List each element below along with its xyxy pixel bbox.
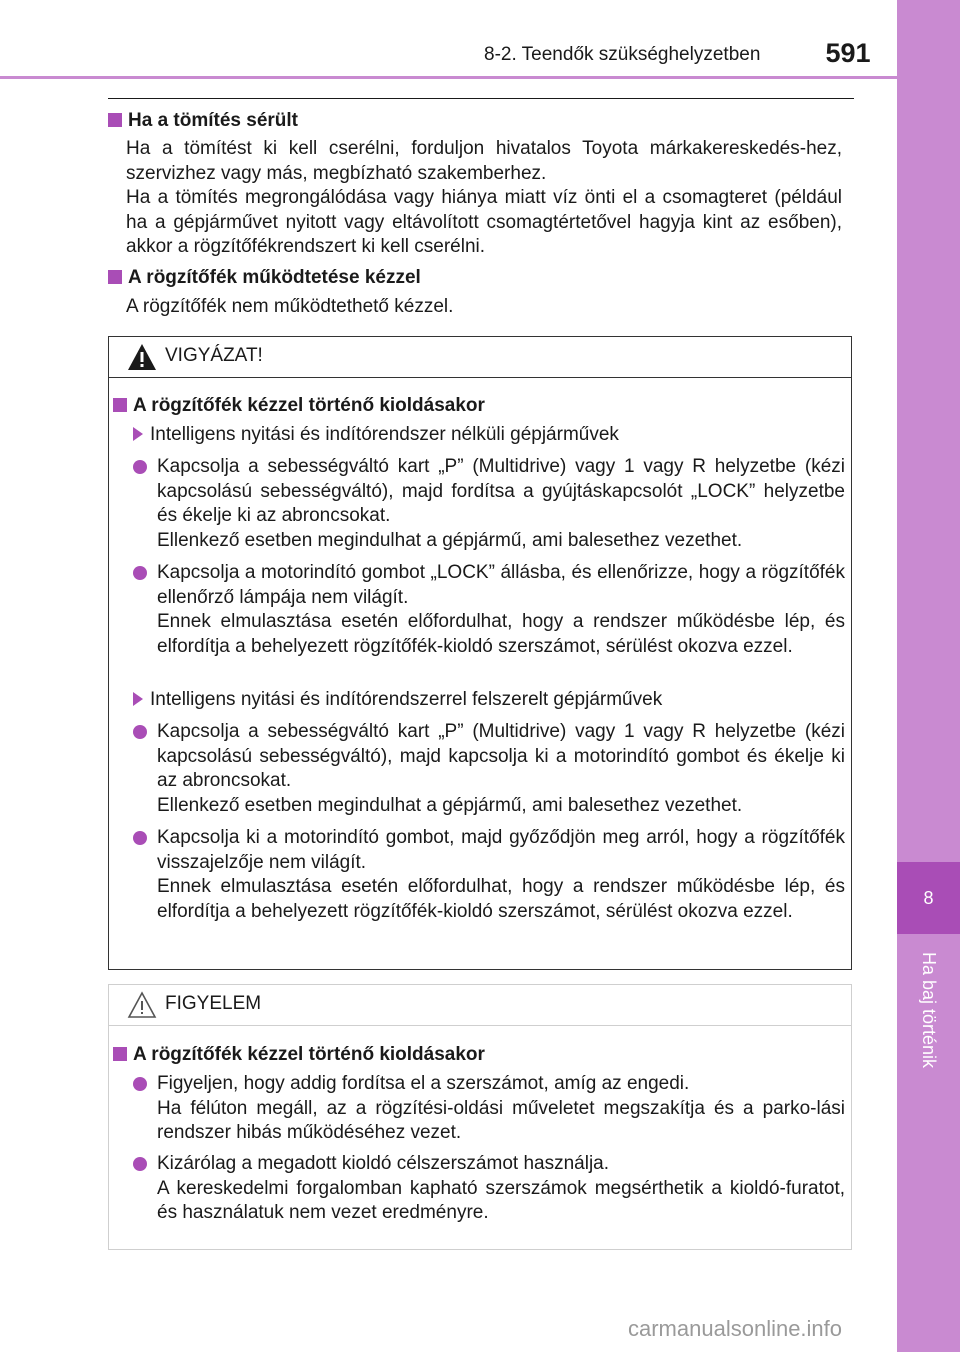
list-item-text: A kereskedelmi forgalomban kapható szerszámok megsérthetik a kioldó-furatot, és használatuk nem vezet eredményre. xyxy=(157,1177,845,1223)
page-number: 591 xyxy=(825,38,871,68)
list-item xyxy=(133,455,845,553)
chapter-label: Ha baj történik xyxy=(919,952,939,1069)
list-item xyxy=(133,561,845,659)
section-title-text: A rögzítőfék működtetése kézzel xyxy=(128,267,421,288)
list-item-text: Kapcsolja a sebességváltó kart „P” (Multidrive) vagy 1 vagy R helyzetbe (kézi kapcsolású sebességváltó), majd fordítsa a gyújtáskapcsolót „LOCK” helyzetbe és ékelje ki az abroncsokat. xyxy=(157,456,845,526)
group-heading-text: Intelligens nyitási és indítórendszerrel felszerelt gépjárművek xyxy=(150,689,663,710)
list-item-text: Ellenkező esetben megindulhat a gépjármű, ami balesethez vezethet. xyxy=(157,794,743,816)
section-body xyxy=(126,295,842,320)
circle-bullet-icon xyxy=(133,725,147,739)
arrow-right-icon xyxy=(133,692,143,706)
list-item xyxy=(133,1072,845,1146)
caution-title xyxy=(113,1043,485,1068)
warning-title xyxy=(113,394,485,419)
paragraph: Ha a tömítés megrongálódása vagy hiánya miatt víz önti el a csomagteret (például ha a gépjárművet nyitott vagy eltávolított csomagtértetővel hagyja kint az esőben), akkor a rögzítőfékrendszert ki kell cserélni. xyxy=(126,187,842,257)
list-item-text: Ennek elmulasztása esetén előfordulhat, hogy a rendszer működésbe lép, és elfordítja a behelyezett rögzítőfék-kioldó szerszámot, sérülést okozva ezzel. xyxy=(157,876,845,922)
list-item xyxy=(133,1152,845,1226)
list-item-text: Kapcsolja a motorindító gombot „LOCK” állásba, és ellenőrizze, hogy a rögzítőfék ellenőrző lámpája nem világít. xyxy=(157,562,845,608)
list-item-text: Kizárólag a megadott kioldó célszerszámot használja. xyxy=(157,1153,610,1174)
warning-triangle-icon xyxy=(127,343,157,371)
section-title-text: Ha a tömítés sérült xyxy=(128,110,298,131)
circle-bullet-icon xyxy=(133,831,147,845)
arrow-right-icon xyxy=(133,427,143,441)
paragraph: A rögzítőfék nem működtethető kézzel. xyxy=(126,296,454,317)
warning-title-text: A rögzítőfék kézzel történő kioldásakor xyxy=(133,395,485,416)
circle-bullet-icon xyxy=(133,1077,147,1091)
warning-label: VIGYÁZAT! xyxy=(165,345,263,366)
list-item-text: Ellenkező esetben megindulhat a gépjármű, ami balesethez vezethet. xyxy=(157,529,743,551)
header-section-title: 8-2. Teendők szükséghelyzetben xyxy=(484,44,761,65)
caution-label: FIGYELEM xyxy=(165,993,262,1014)
square-bullet-icon xyxy=(108,270,122,284)
caution-box-header xyxy=(109,985,851,1026)
caution-title-text: A rögzítőfék kézzel történő kioldásakor xyxy=(133,1044,485,1065)
list-item-text: Figyeljen, hogy addig fordítsa el a szerszámot, amíg az engedi. xyxy=(157,1073,690,1094)
group-heading-text: Intelligens nyitási és indítórendszer nélküli gépjárművek xyxy=(150,424,619,445)
chapter-sidebar xyxy=(897,0,960,1352)
circle-bullet-icon xyxy=(133,460,147,474)
header-rule xyxy=(0,76,897,79)
section-title xyxy=(108,265,421,291)
caution-triangle-outline-icon xyxy=(127,991,157,1019)
paragraph: Ha a tömítést ki kell cserélni, forduljon hivatalos Toyota márkakereskedés-hez, szervizhez vagy más, megbízható szakemberhez. xyxy=(126,138,842,184)
section-title xyxy=(108,108,298,134)
circle-bullet-icon xyxy=(133,566,147,580)
list-item-text: Ennek elmulasztása esetén előfordulhat, hogy a rendszer működésbe lép, és elfordítja a behelyezett rögzítőfék-kioldó szerszámot, sérülést okozva ezzel. xyxy=(157,611,845,657)
list-item-text: Kapcsolja a sebességváltó kart „P” (Multidrive) vagy 1 vagy R helyzetbe (kézi kapcsolású sebességváltó), majd kapcsolja ki a motorindító gombot és ékelje ki az abroncsokat. xyxy=(157,721,845,791)
list-item xyxy=(133,720,845,818)
group-heading xyxy=(133,423,619,448)
chapter-number-tab: 8 xyxy=(897,862,960,934)
section-body xyxy=(126,137,842,260)
content-top-rule xyxy=(108,98,854,99)
group-heading xyxy=(133,688,662,713)
warning-box-header xyxy=(109,337,851,378)
square-bullet-icon xyxy=(108,113,122,127)
list-item-text: Ha félúton megáll, az a rögzítési-oldási műveletet megszakítja és a parko-lási rendszer hibás működéséhez vezet. xyxy=(157,1097,845,1143)
watermark: carmanualsonline.info xyxy=(628,1316,843,1341)
circle-bullet-icon xyxy=(133,1157,147,1171)
list-item-text: Kapcsolja ki a motorindító gombot, majd győződjön meg arról, hogy a rögzítőfék visszajelzője nem világít. xyxy=(157,827,845,873)
warning-box xyxy=(108,336,852,970)
caution-box xyxy=(108,984,852,1250)
square-bullet-icon xyxy=(113,1047,127,1061)
square-bullet-icon xyxy=(113,398,127,412)
list-item xyxy=(133,826,845,924)
